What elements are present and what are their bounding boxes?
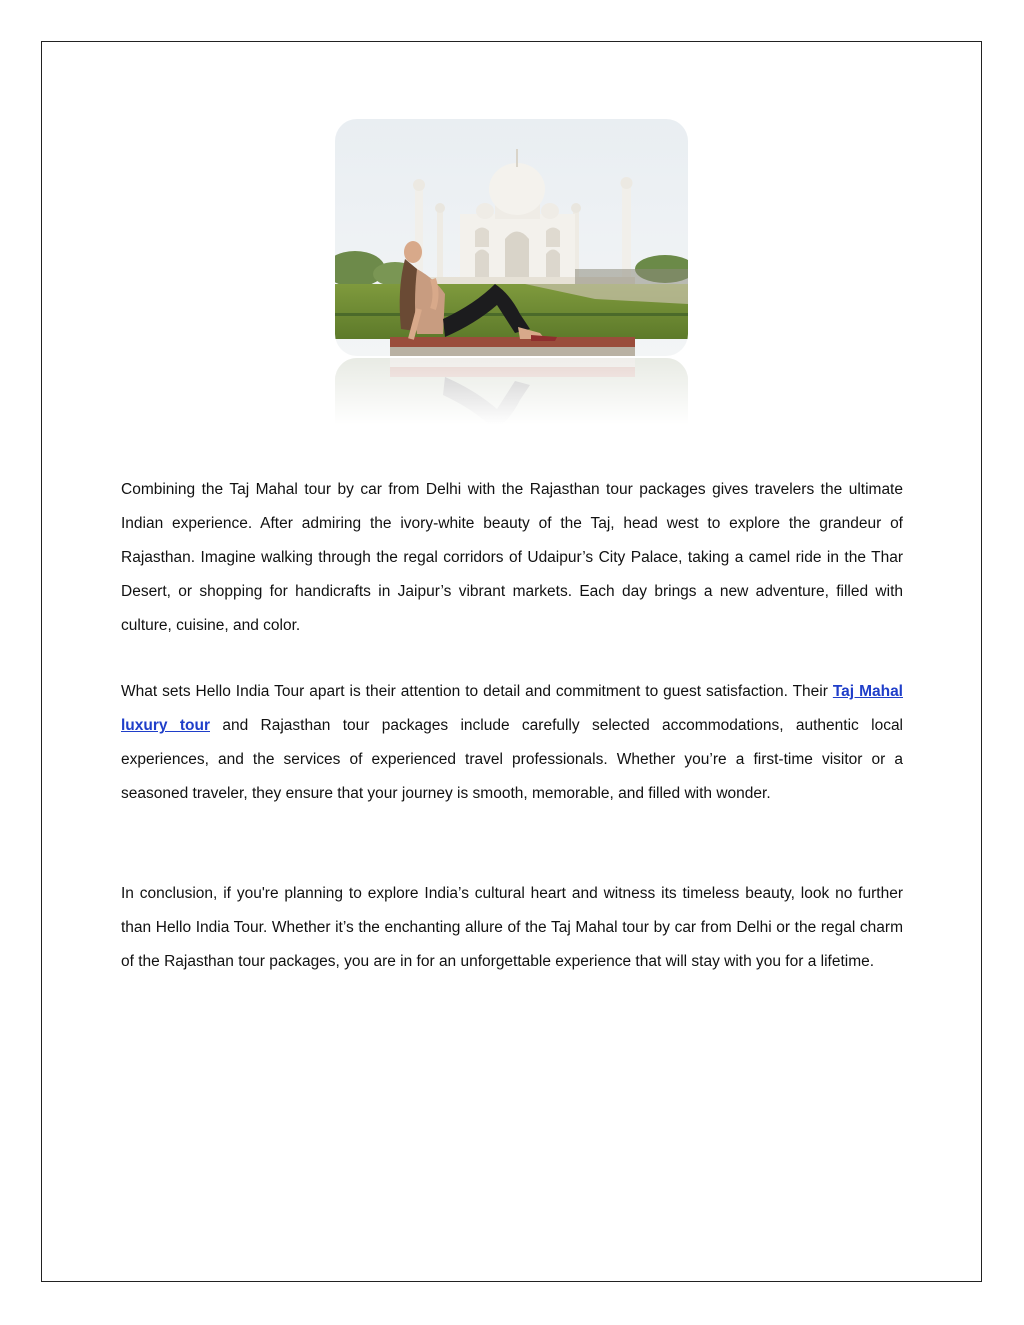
paragraph-2-rest: and Rajasthan tour packages include carefully selected accommodations, authentic local experiences, and the services of experienced travel professionals. Whether you’re a first-time visitor or a seasoned traveler, they ensure that your journey is smooth, memorable, and filled with wonder. [121, 717, 904, 802]
taj-mahal-photo [335, 119, 688, 356]
taj-mahal-luxury-tour-link[interactable]: Taj Mahal luxury tour [121, 683, 903, 734]
paragraph-2-intro: What sets Hello India Tour apart is their attention to detail and commitment to guest satisfaction. Their [121, 683, 833, 700]
paragraph-1: Combining the Taj Mahal tour by car from Delhi with the Rajasthan tour packages gives travelers the ultimate Indian experience. After admiring the ivory-white beauty of the Taj, head west to explore the grandeur of Rajasthan. Imagine walking through the regal corridors of Udaipur’s City Palace, taking a camel ride in the Thar Desert, or shopping for handicrafts in Jaipur’s vibrant markets. Each day brings a new adventure, filled with culture, cuisine, and color. [121, 481, 903, 634]
photo-reflection [335, 358, 688, 428]
paragraph-2 [121, 675, 903, 811]
paragraph-3: In conclusion, if you're planning to explore India’s cultural heart and witness its timeless beauty, look no further than Hello India Tour. Whether it’s the enchanting allure of the Taj Mahal tour by car from Delhi or the regal charm of the Rajasthan tour packages, you are in for an unforgettable experience that will stay with you for a lifetime. [121, 885, 903, 970]
